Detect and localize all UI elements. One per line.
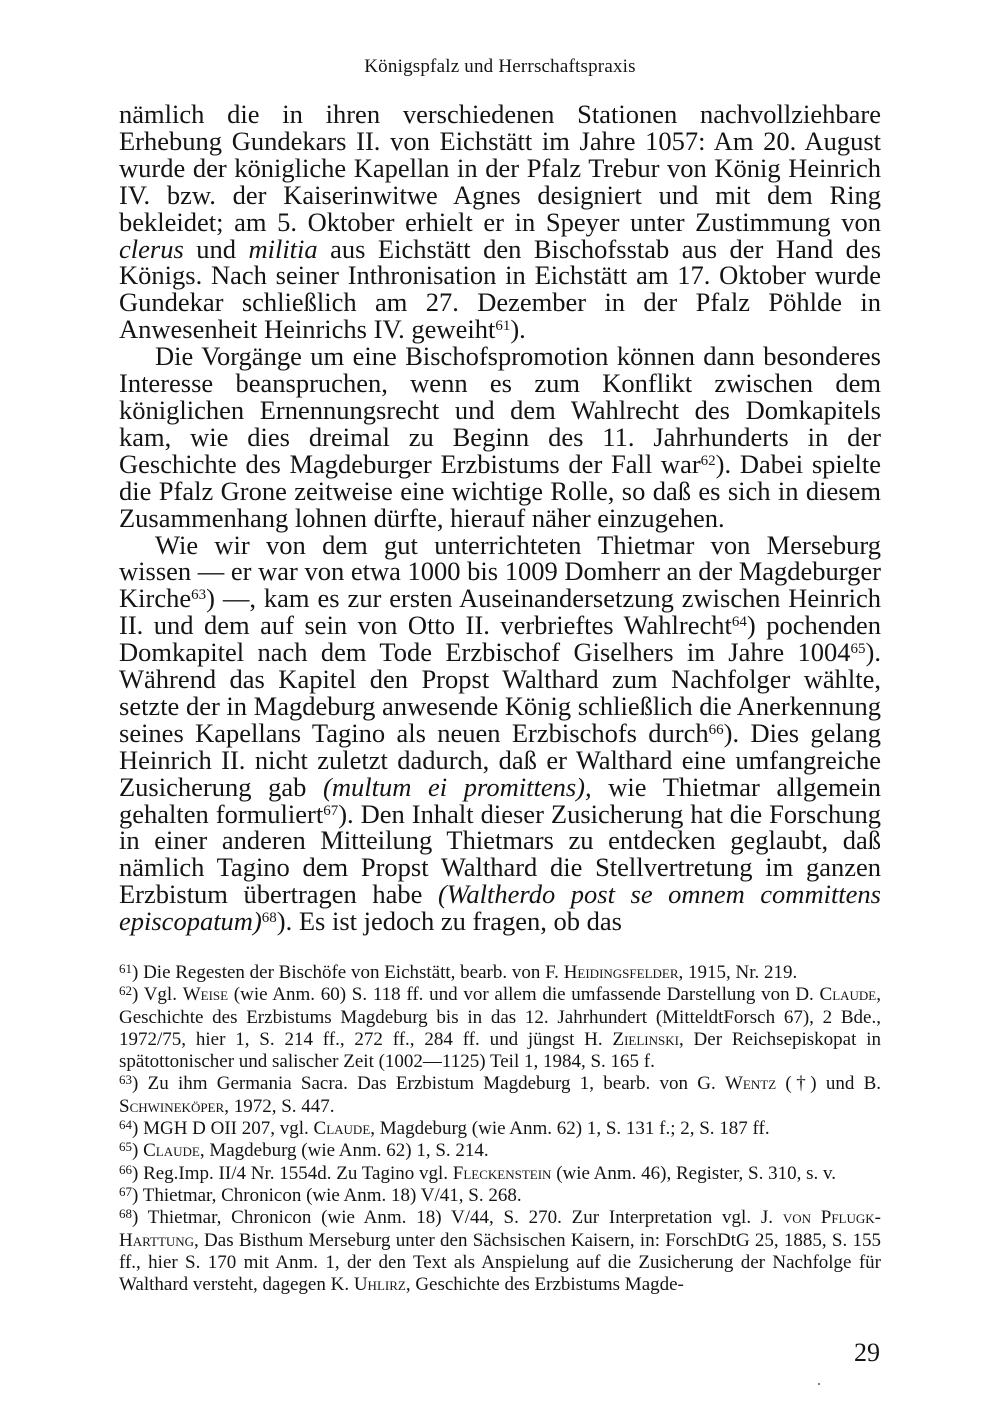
main-text	[119, 101, 881, 935]
author-name: Heidingsfelder	[563, 962, 679, 983]
running-head: Königspfalz und Herrschaftspraxis	[364, 56, 636, 77]
page-number: 29	[854, 1338, 880, 1367]
paragraph: Wie wir von dem gut unterrichteten Thietmar von Merseburg wissen — er war von etwa 1000 bis 1009 Domherr an der Magdeburger Kirche$^{63}$) —, kam es zur ersten Auseinandersetzung zwischen Heinrich II. und dem auf sein von Otto II. verbrieftes Wahlrecht$^{64}$) pochenden Domkapitel nach dem Tode Erzbischof Giselhers im Jahre 1004$^{65}$). Während das Kapitel den Propst Walthard zum Nachfolger wählte, setzte der in Magdeburg anwesende König schließlich die Anerkennung seines Kapellans Tagino als neuen Erzbischofs durch$^{66}$). Dies gelang Heinrich II. nicht zuletzt dadurch, daß er Walthard eine umfangreiche Zusicherung gab (multum ei promittens), wie Thietmar allgemein gehalten formuliert$^{67}$). Den Inhalt dieser Zusicherung hat die Forschung in einer anderen Mitteilung Thietmars zu entdecken geglaubt, daß nämlich Tagino dem Propst Walthard die Stellvertretung im ganzen Erzbistum übertragen habe (Waltherdo post se omnem committens episcopatum)$^{68}$). Es ist jedoch zu fragen, ob das	[119, 529, 881, 937]
footnote-number: 68	[119, 1206, 132, 1222]
footnote-reference[interactable]: 64	[731, 614, 747, 631]
footnote-reference[interactable]: 62	[700, 452, 716, 469]
author-name: Claude	[143, 1140, 200, 1162]
author-name: Schwineköper	[119, 1095, 225, 1117]
scan-speck	[818, 1383, 820, 1385]
footnote-61: $^{61}$) Die Regesten der Bischöfe von Eichstätt, bearb. von F. Heidingsfelder, 1915, Nr. 219.	[119, 961, 798, 983]
footnote-66: $^{66}$) Reg.Imp. II/4 Nr. 1554d. Zu Tagino vgl. Fleckenstein (wie Anm. 46), Register, S. 310, s. v.	[119, 1161, 837, 1184]
author-name: Uhlirz	[353, 1274, 406, 1296]
footnote-reference[interactable]: 65	[850, 641, 866, 658]
latin-term: clerus	[119, 233, 184, 264]
footnote-reference[interactable]: 68	[261, 910, 277, 927]
latin-term: militia	[248, 233, 318, 264]
author-name: Claude	[819, 984, 877, 1006]
author-name: Weise	[182, 984, 229, 1006]
paragraph: Die Vorgänge um eine Bischofspromotion können dann besonderes Interesse beanspruchen, wenn es zum Konflikt zwischen dem königlichen Ernennungsrecht und dem Wahlrecht des Domkapitels kam, wie dies dreimal zu Beginn des 11. Jahrhunderts in der Geschichte des Magdeburger Erzbistums der Fall war$^{62}$). Dabei spielte die Pfalz Grone zeitweise eine wichtige Rolle, so daß es sich in diesem Zusammenhang lohnen dürfte, hierauf näher einzugehen.	[119, 341, 881, 533]
footnote-number: 66	[119, 1161, 132, 1177]
footnote-number: 61	[119, 961, 132, 976]
author-name: von Pflugk-Harttung	[119, 1207, 881, 1251]
footnote-reference[interactable]: 61	[495, 318, 511, 335]
footnote-63: $^{63}$) Zu ihm Germania Sacra. Das Erzbistum Magdeburg 1, bearb. von G. Wentz (†) und B. Schwineköper, 1972, S. 447.	[119, 1072, 882, 1117]
footnote-number: 64	[119, 1117, 132, 1133]
latin-quote: (Waltherdo post se omnem committens episcopatum)	[119, 879, 881, 937]
footnote-reference[interactable]: 66	[708, 721, 724, 738]
footnote-64: $^{64}$) MGH D OII 207, vgl. Claude, Magdeburg (wie Anm. 62) 1, S. 131 f.; 2, S. 187 ff.	[119, 1117, 770, 1140]
paragraph: nämlich die in ihren verschiedenen Stationen nachvollziehbare Erhebung Gundekars II. von Eichstätt im Jahre 1057: Am 20. August wurde der königliche Kapellan in der Pfalz Trebur von König Heinrich IV. bzw. der Kaiserinwitwe Agnes designiert und mit dem Ring bekleidet; am 5. Oktober erhielt er in Speyer unter Zustimmung von clerus und militia aus Eichstätt den Bischofsstab aus der Hand des Königs. Nach seiner Inthronisation in Eichstätt am 17. Oktober wurde Gundekar schließlich am 27. Dezember in der Pfalz Pöhlde in Anwesenheit Heinrichs IV. geweiht$^{61}$).	[119, 99, 882, 345]
footnotes	[119, 962, 881, 1296]
author-name: Zielinski	[612, 1028, 679, 1050]
author-name: Wentz	[724, 1073, 777, 1095]
footnote-68: $^{68}$) Thietmar, Chronicon (wie Anm. 18) V/44, S. 270. Zur Interpretation vgl. J. von Pflugk-Harttung, Das Bisthum Merseburg unter den Sächsischen Kaisern, in: ForschDtG 25, 1885, S. 155 ff., hier S. 170 mit Anm. 1, der den Text als Anspielung auf die Zusicherung der Nachfolge für Walthard versteht, dagegen K. Uhlirz, Geschichte des Erzbistums Magde-	[119, 1206, 881, 1296]
footnote-number: 63	[119, 1072, 132, 1088]
footnote-reference[interactable]: 67	[323, 802, 339, 819]
footnote-number: 67	[119, 1183, 132, 1199]
footnote-reference[interactable]: 63	[191, 587, 207, 604]
author-name: Fleckenstein	[452, 1162, 552, 1184]
latin-quote: (multum ei promittens),	[323, 771, 592, 802]
footnote-67: $^{67}$) Thietmar, Chronicon (wie Anm. 18) V/41, S. 268.	[119, 1183, 522, 1206]
footnote-65: $^{65}$) Claude, Magdeburg (wie Anm. 62) 1, S. 214.	[119, 1139, 489, 1162]
author-name: Claude	[313, 1118, 371, 1140]
footnote-number: 62	[119, 983, 132, 999]
footnote-62: $^{62}$) Vgl. Weise (wie Anm. 60) S. 118 ff. und vor allem die umfassende Darstellung von D. Claude, Geschichte des Erzbistums Magdeburg bis in das 12. Jahrhundert (MitteldtForsch 67), 2 Bde., 1972/75, hier 1, S. 214 ff., 272 ff., 284 ff. und jüngst H. Zielinski, Der Reichsepiskopat in spätottonischer und salischer Zeit (1002—1125) Teil 1, 1984, S. 165 f.	[119, 983, 882, 1073]
footnote-number: 65	[119, 1139, 132, 1155]
